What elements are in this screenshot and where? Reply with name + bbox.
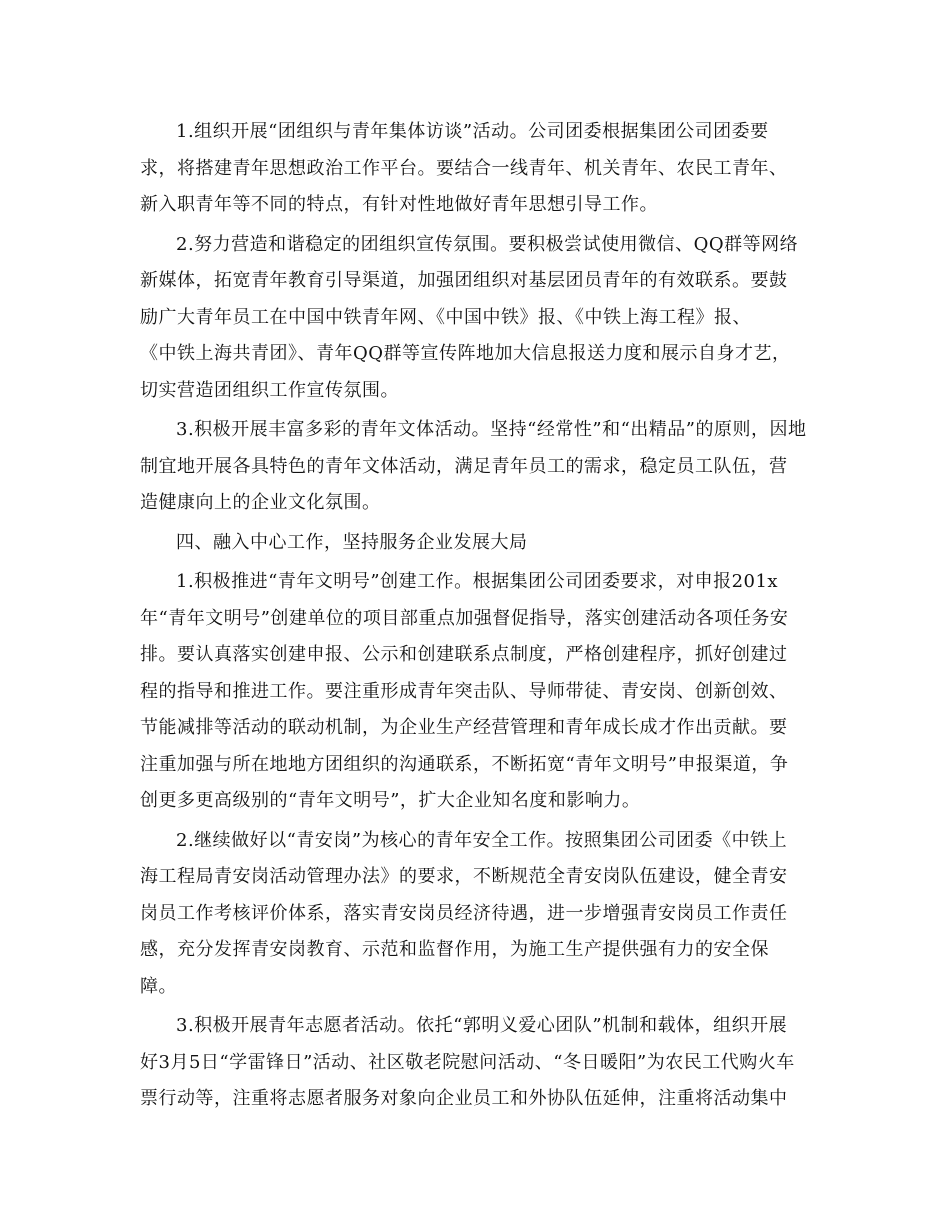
paragraph-line: 切实营造团组织工作宣传氛围。 bbox=[140, 379, 399, 401]
paragraph-line: 制宜地开展各具特色的青年文体活动，满足青年员工的需求，稳定员工队伍，营 bbox=[140, 455, 788, 477]
section-heading: 四、融入中心工作，坚持服务企业发展大局 bbox=[176, 531, 528, 553]
paragraph-5 bbox=[140, 823, 820, 1006]
paragraph-line: 新媒体，拓宽青年教育引导渠道，加强团组织对基层团员青年的有效联系。要鼓 bbox=[140, 270, 788, 291]
paragraph-6 bbox=[140, 1008, 820, 1118]
paragraph-line: 1.组织开展“团组织与青年集体访谈”活动。公司团委根据集团公司团委要 bbox=[176, 121, 769, 142]
paragraph-2 bbox=[140, 227, 820, 410]
paragraph-line: 新入职青年等不同的特点，有针对性地做好青年思想引导工作。 bbox=[140, 194, 658, 215]
paragraph-line: 2.努力营造和谐稳定的团组织宣传氛围。要积极尝试使用微信、QQ群等网络 bbox=[176, 233, 799, 255]
section-heading-4 bbox=[140, 525, 820, 562]
paragraph-line: 票行动等，注重将志愿者服务对象向企业员工和外协队伍延伸，注重将活动集中 bbox=[140, 1088, 788, 1109]
paragraph-line: 求，将搭建青年思想政治工作平台。要结合一线青年、机关青年、农民工青年、 bbox=[140, 157, 788, 179]
paragraph-line: 创更多更高级别的“青年文明号”，扩大企业知名度和影响力。 bbox=[140, 790, 641, 811]
paragraph-line: 2.继续做好以“青安岗”为核心的青年安全工作。按照集团公司团委《中铁上 bbox=[176, 829, 788, 851]
paragraph-line: 年“青年文明号”创建单位的项目部重点加强督促指导，落实创建活动各项任务安 bbox=[140, 607, 789, 629]
paragraph-line: 岗员工作考核评价体系，落实青安岗员经济待遇，进一步增强青安岗员工作责任 bbox=[140, 902, 788, 924]
paragraph-line: 节能减排等活动的联动机制，为企业生产经营管理和青年成长成才作出贡献。要 bbox=[140, 717, 788, 738]
paragraph-line: 1.积极推进“青年文明号”创建工作。根据集团公司团委要求，对申报201x bbox=[176, 571, 779, 592]
paragraph-line: 排。要认真落实创建申报、公示和创建联系点制度，严格创建程序，抓好创建过 bbox=[140, 644, 788, 665]
paragraph-line: 海工程局青安岗活动管理办法》的要求，不断规范全青安岗队伍建设，健全青安 bbox=[140, 866, 788, 887]
paragraph-line: 3.积极开展丰富多彩的青年文体活动。坚持“经常性”和“出精品”的原则，因地 bbox=[176, 419, 807, 440]
paragraph-line: 好3月5日“学雷锋日”活动、社区敬老院慰问活动、“冬日暖阳”为农民工代购火车 bbox=[140, 1051, 795, 1073]
paragraph-line: 程的指导和推进工作。要注重形成青年突击队、导师带徒、青安岗、创新创效、 bbox=[140, 680, 788, 702]
paragraph-line: 注重加强与所在地地方团组织的沟通联系，不断拓宽“青年文明号”申报渠道，争 bbox=[140, 753, 789, 775]
paragraph-1 bbox=[140, 114, 820, 224]
paragraph-line: 《中铁上海共青团》、青年QQ群等宣传阵地加大信息报送力度和展示自身才艺， bbox=[140, 343, 791, 364]
document-body bbox=[140, 114, 820, 1118]
paragraph-line: 障。 bbox=[140, 975, 177, 997]
paragraph-line: 励广大青年员工在中国中铁青年网、《中国中铁》报、《中铁上海工程》报、 bbox=[140, 306, 751, 328]
paragraph-line: 造健康向上的企业文化氛围。 bbox=[140, 492, 381, 513]
paragraph-line: 感，充分发挥青安岗教育、示范和监督作用，为施工生产提供强有力的安全保 bbox=[140, 939, 769, 960]
paragraph-3 bbox=[140, 412, 820, 522]
paragraph-4 bbox=[140, 564, 820, 820]
paragraph-line: 3.积极开展青年志愿者活动。依托“郭明义爱心团队”机制和载体，组织开展 bbox=[176, 1015, 788, 1036]
